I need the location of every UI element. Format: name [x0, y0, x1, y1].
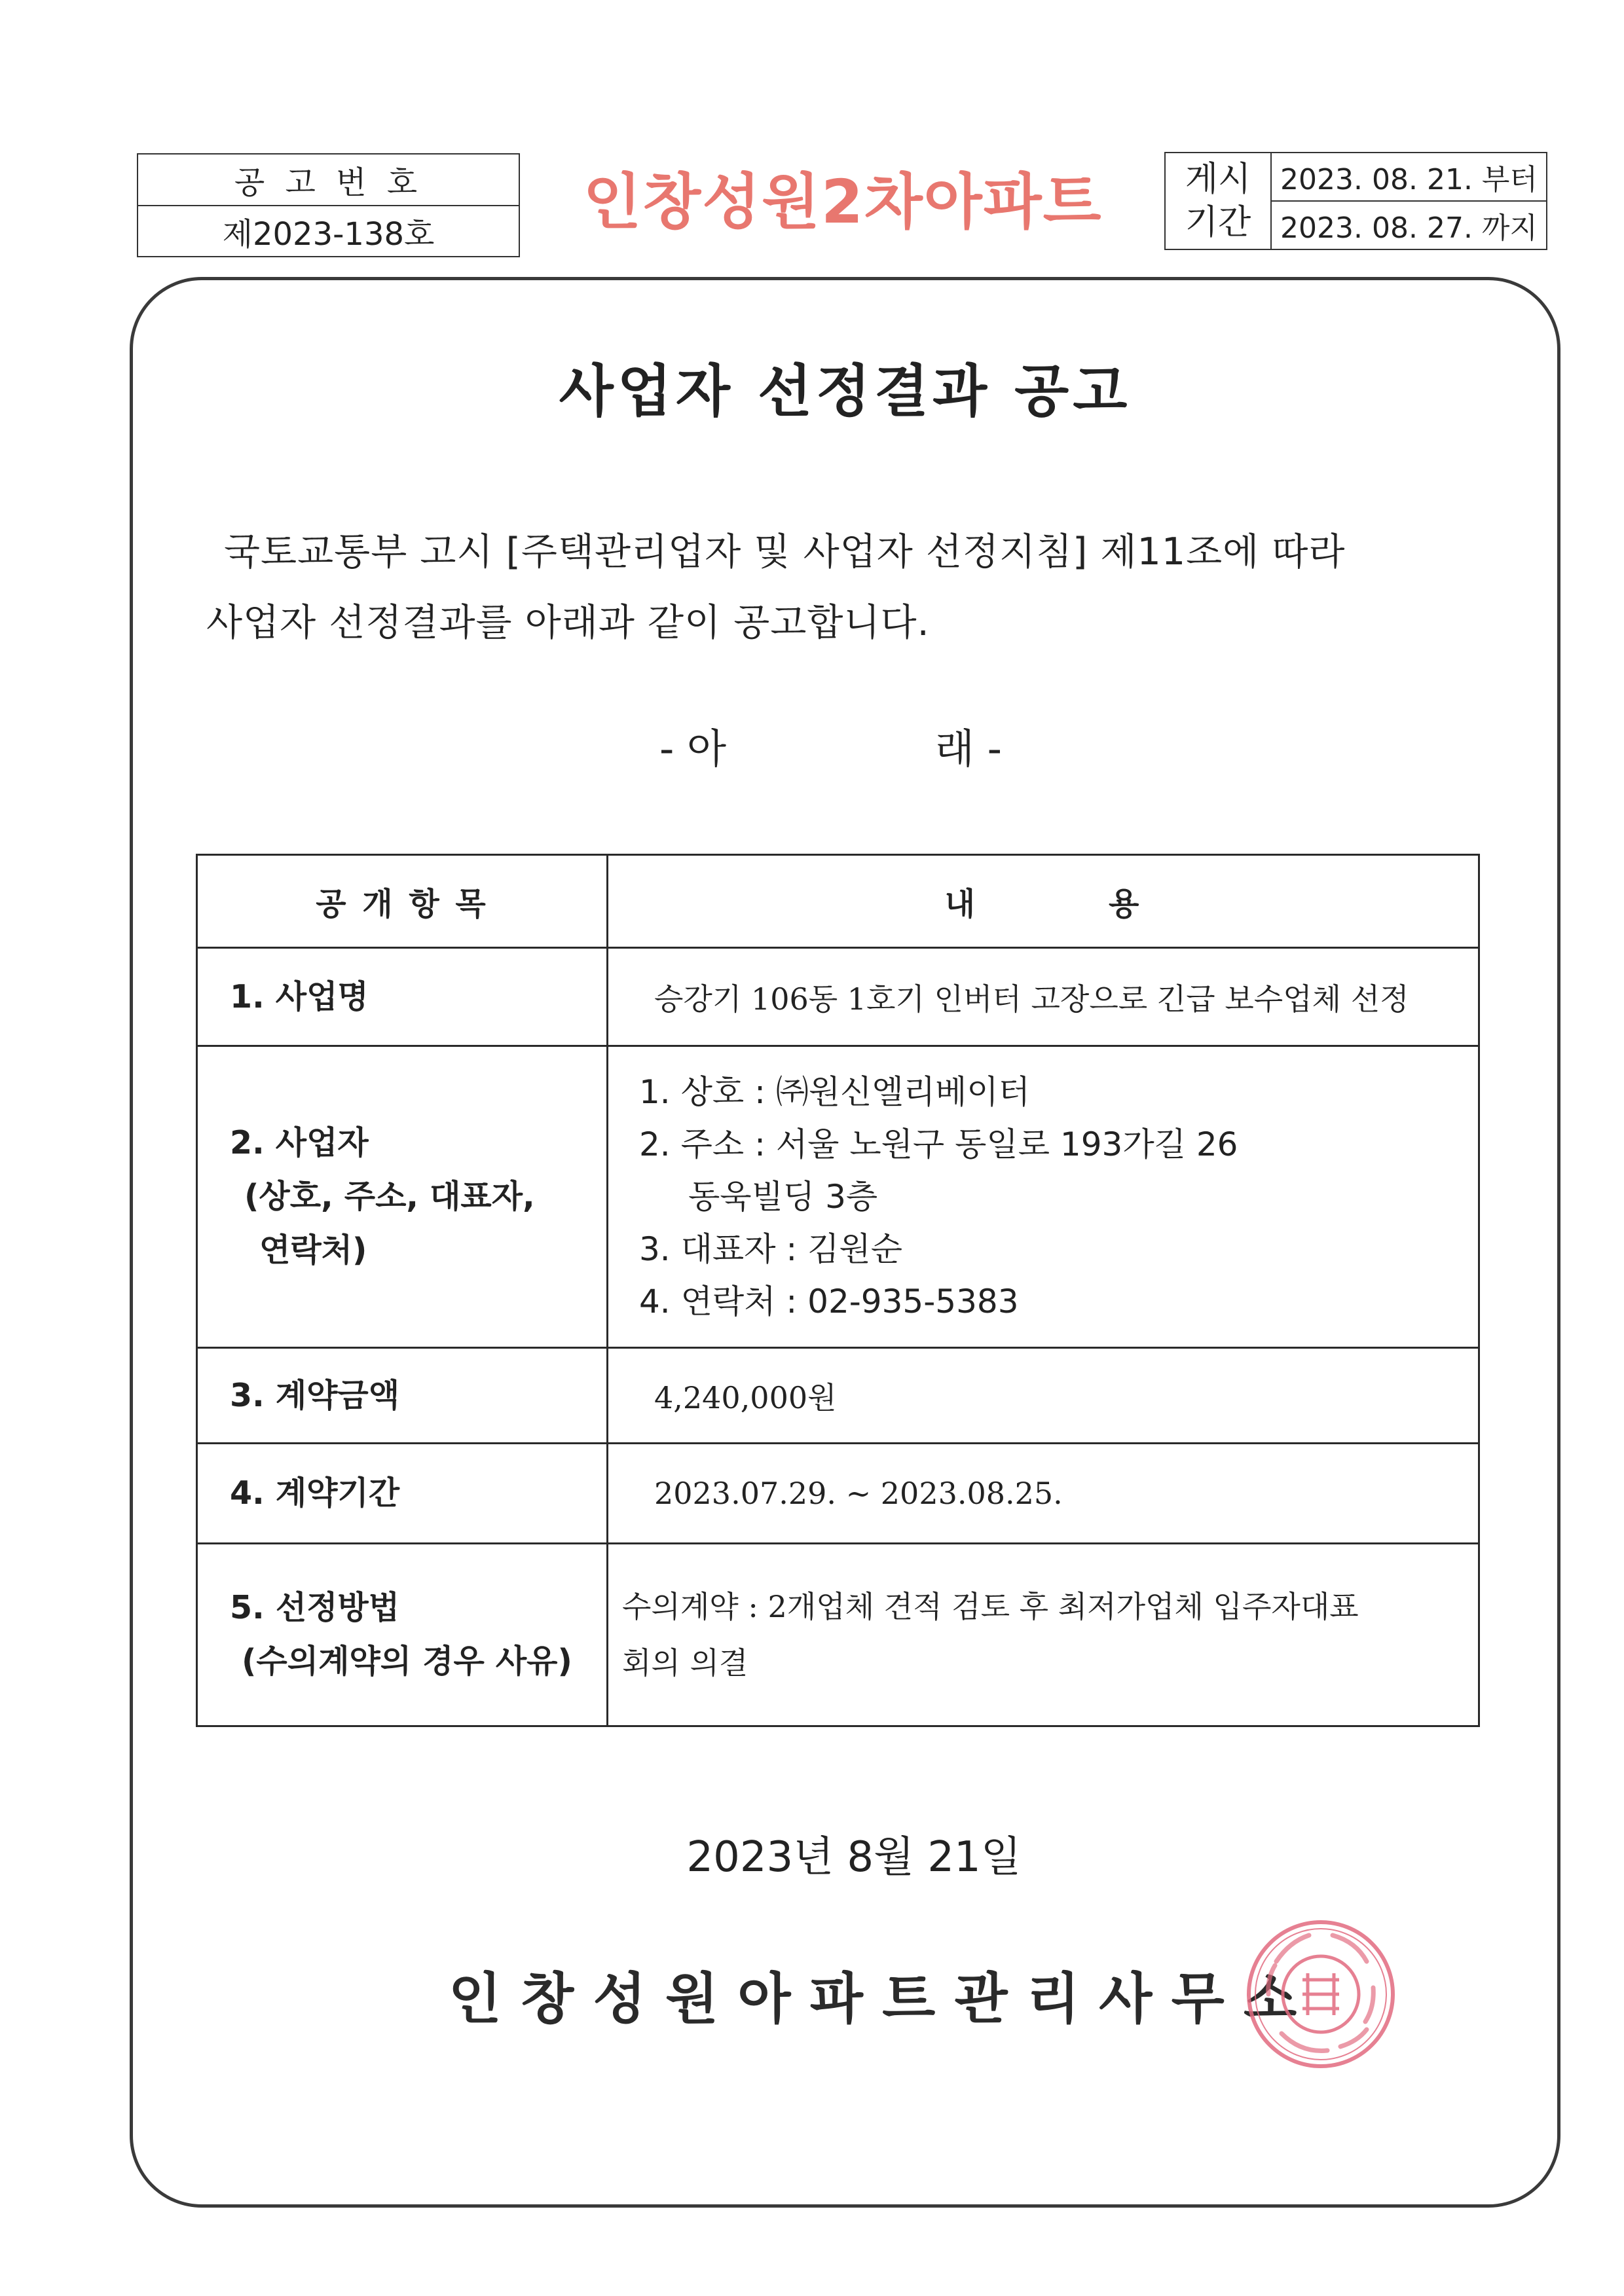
row-item-line: (수의계약의 경우 사유) [242, 1643, 572, 1680]
notice-number-label: 공 고 번 호 [234, 164, 423, 201]
table-row [197, 1348, 1479, 1444]
posting-period-box [1164, 152, 1547, 250]
posting-period-dates [1272, 153, 1546, 249]
row-item-line: (상호, 주소, 대표자, [244, 1178, 535, 1215]
page-title: 사업자 선정결과 공고 [559, 359, 1132, 424]
table-header-row [197, 855, 1479, 948]
row-item-selection-method [197, 1544, 608, 1726]
row-content-line: 2. 주소 : 서울 노원구 동일로 193가길 26 [639, 1125, 1238, 1163]
header-content-right: 용 [1109, 886, 1142, 922]
row-content-line: 3. 대표자 : 김원순 [639, 1230, 903, 1268]
row-item-contractor [197, 1046, 608, 1348]
row-item-business-name [197, 948, 608, 1046]
row-content-business-name [608, 948, 1479, 1046]
posting-period-end: 2023. 08. 27. 까지 [1272, 200, 1546, 249]
row-item-line: 연락처) [259, 1231, 367, 1269]
row-item-contract-period [197, 1444, 608, 1544]
table-row [197, 1046, 1479, 1348]
row-content-line: 수의계약 : 2개업체 견적 검토 후 최저가업체 입주자대표 [622, 1589, 1359, 1624]
header-item: 공 개 항 목 [197, 855, 608, 948]
posting-period-start: 2023. 08. 21. 부터 [1280, 163, 1538, 196]
table-row [197, 1544, 1479, 1726]
table-row [197, 1444, 1479, 1544]
row-item-line: 1. 사업명 [230, 977, 369, 1015]
row-content-line: 승강기 106동 1호기 인버터 고장으로 긴급 보수업체 선정 [654, 981, 1409, 1017]
row-item-line: 5. 선정방법 [230, 1589, 400, 1626]
apartment-name: 인창성원2차아파트 [583, 167, 1103, 237]
row-content-contract-amount [608, 1348, 1479, 1444]
row-item-line: 2. 사업자 [230, 1124, 369, 1161]
row-content-line: 동욱빌딩 3층 [688, 1178, 878, 1216]
posting-period-label [1166, 153, 1272, 249]
intro-line-2: 사업자 선정결과를 아래과 같이 공고합니다. [206, 601, 930, 644]
below-marker-right: 래 - [935, 725, 1002, 773]
row-item-contract-amount [197, 1348, 608, 1444]
official-seal-stamp-icon [1242, 1916, 1399, 2073]
row-content-line: 회의 의결 [622, 1645, 748, 1681]
posting-period-label-line1: 게시 [1185, 160, 1251, 199]
row-content-line: 4. 연락처 : 02-935-5383 [639, 1283, 1019, 1321]
row-content-selection-method [608, 1544, 1479, 1726]
row-item-line: 3. 계약금액 [230, 1376, 400, 1414]
intro-line-1: 국토교통부 고시 [주택관리업자 및 사업자 선정지침] 제11조에 따라 [224, 530, 1346, 574]
notice-number-value: 제2023-138호 [138, 205, 519, 257]
header-content-left: 내 [944, 886, 978, 922]
below-marker-left: - 아 [659, 725, 726, 773]
notice-date: 2023년 8월 21일 [686, 1833, 1022, 1882]
row-content-contract-period [608, 1444, 1479, 1544]
disclosure-table [196, 854, 1480, 1727]
row-content-contractor [608, 1046, 1479, 1348]
row-content-line: 1. 상호 : ㈜원신엘리베이터 [639, 1073, 1030, 1111]
row-content-line: 2023.07.29. ~ 2023.08.25. [654, 1476, 1063, 1511]
posting-period-label-line2: 기간 [1185, 203, 1251, 242]
notice-number-box [137, 153, 520, 257]
row-item-line: 4. 계약기간 [230, 1474, 400, 1512]
issuing-office: 인 창 성 원 아 파 트 관 리 사 무 소 [448, 1967, 1297, 2031]
header-content [608, 855, 1479, 948]
row-content-line: 4,240,000원 [654, 1379, 837, 1415]
table-row [197, 948, 1479, 1046]
